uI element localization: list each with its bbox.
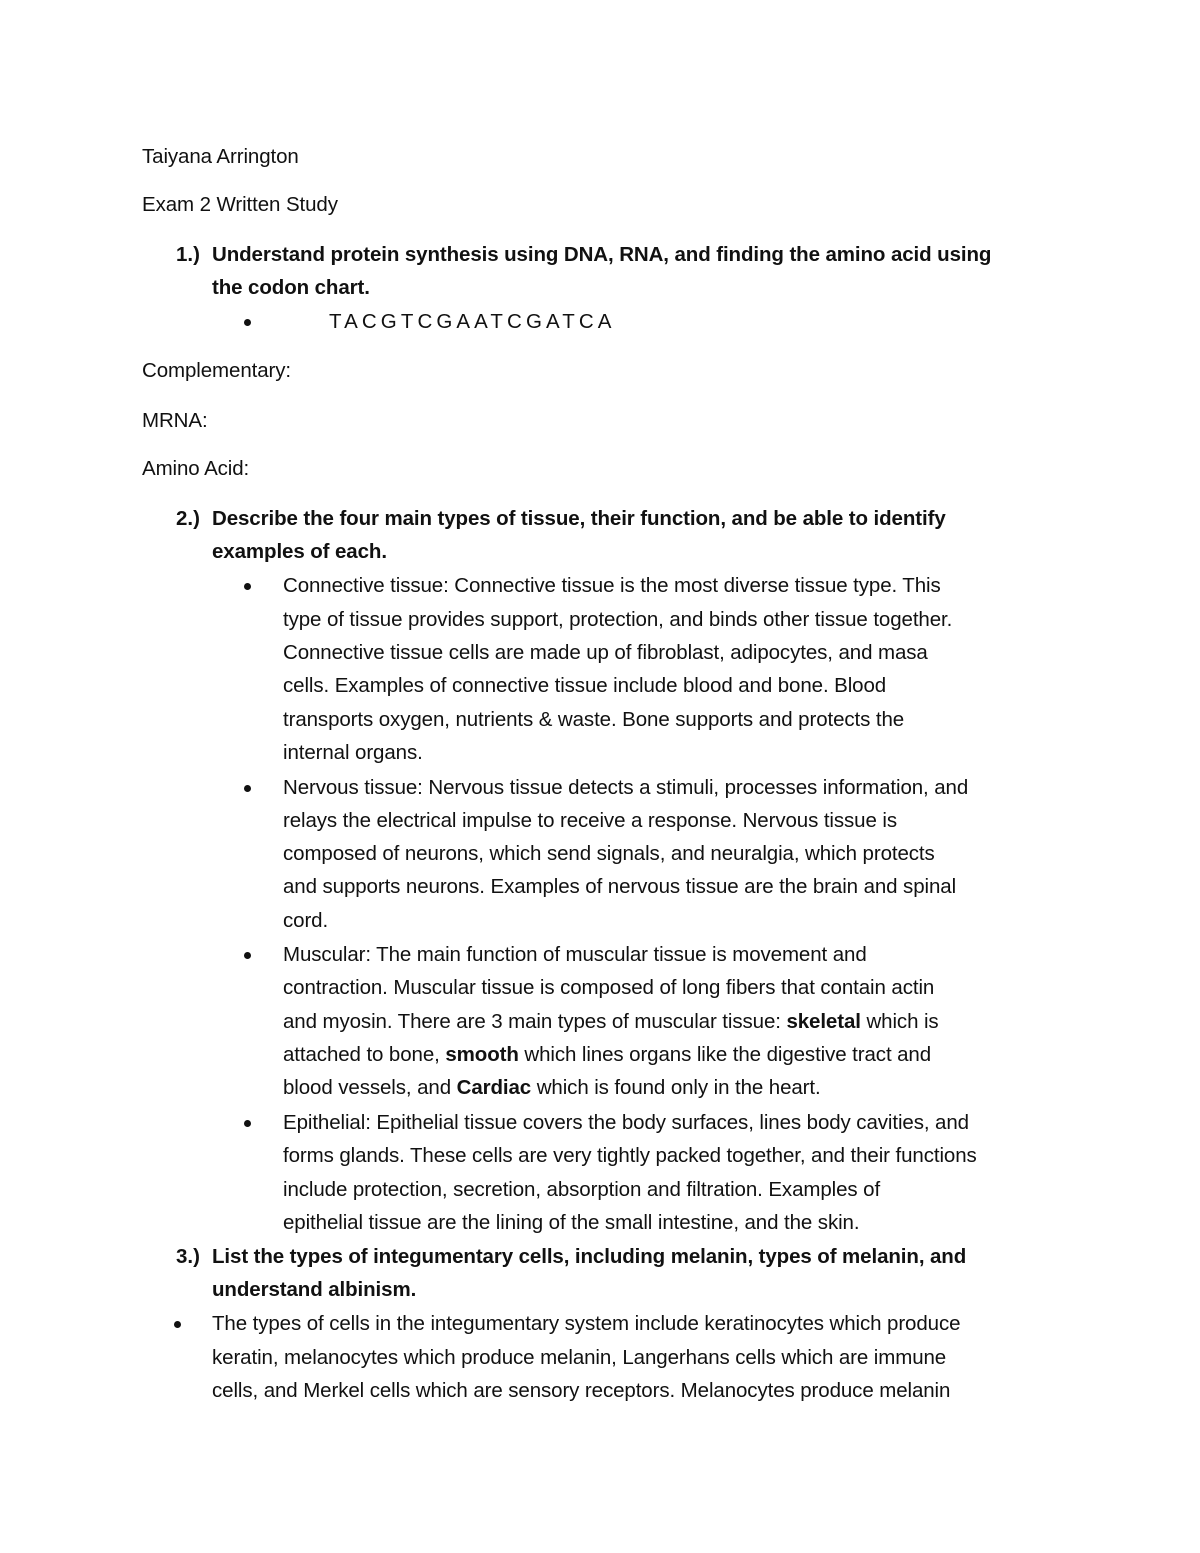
epithelial-line-3: include protection, secretion, absorption and filtration. Examples of [283,1178,881,1201]
bullet-icon [244,319,251,326]
q2-number: 2.) [176,507,200,530]
muscular-line-5-text: blood vessels, and [283,1076,457,1099]
bullet-icon [244,583,251,590]
cardiac-term: Cardiac [456,1076,532,1099]
muscular-line-4-tail: which lines organs like the digestive tract and [518,1043,932,1066]
q3-number: 3.) [176,1245,200,1268]
bullet-icon [174,1321,181,1328]
epithelial-line-1: Epithelial: Epithelial tissue covers the body surfaces, lines body cavities, and [283,1111,969,1134]
amino-acid-label: Amino Acid: [142,457,250,480]
complementary-label: Complementary: [142,359,291,382]
dna-sequence: TACGTCGAATCGATCA [329,310,616,333]
q3-prompt-line-1: List the types of integumentary cells, including melanin, types of melanin, and [212,1245,967,1268]
muscular-line-2: contraction. Muscular tissue is composed of long fibers that contain actin [283,976,935,999]
integumentary-line-2: keratin, melanocytes which produce melanin, Langerhans cells which are immune [212,1346,947,1369]
connective-line-3: Connective tissue cells are made up of fibroblast, adipocytes, and masa [283,641,928,664]
skeletal-term: skeletal [786,1010,861,1033]
bullet-icon [244,1120,251,1127]
muscular-line-5-tail: which is found only in the heart. [531,1076,821,1099]
muscular-line-3 [283,1008,939,1036]
connective-line-2: type of tissue provides support, protection, and binds other tissue together. [283,608,953,631]
q2-prompt-line-1: Describe the four main types of tissue, their function, and be able to identify [212,507,946,530]
muscular-line-5 [283,1074,821,1102]
muscular-line-3-tail: which is [860,1010,939,1033]
connective-line-4: cells. Examples of connective tissue include blood and bone. Blood [283,674,887,697]
connective-line-5: transports oxygen, nutrients & waste. Bone supports and protects the [283,708,905,731]
document-title: Exam 2 Written Study [142,193,338,216]
q1-prompt-line-2: the codon chart. [212,276,370,299]
epithelial-line-2: forms glands. These cells are very tightly packed together, and their functions [283,1144,977,1167]
muscular-line-1: Muscular: The main function of muscular tissue is movement and [283,943,867,966]
epithelial-line-4: epithelial tissue are the lining of the small intestine, and the skin. [283,1211,860,1234]
connective-line-6: internal organs. [283,741,423,764]
q2-prompt-line-2: examples of each. [212,540,387,563]
bullet-icon [244,952,251,959]
nervous-line-5: cord. [283,909,329,932]
nervous-line-3: composed of neurons, which send signals, and neuralgia, which protects [283,842,935,865]
muscular-line-4-text: attached to bone, [283,1043,446,1066]
muscular-line-3-text: and myosin. There are 3 main types of muscular tissue: [283,1010,787,1033]
q3-prompt-line-2: understand albinism. [212,1278,417,1301]
nervous-line-4: and supports neurons. Examples of nervous tissue are the brain and spinal [283,875,957,898]
smooth-term: smooth [445,1043,519,1066]
q1-number: 1.) [176,243,200,266]
muscular-line-4 [283,1041,931,1069]
q1-prompt-line-1: Understand protein synthesis using DNA, RNA, and finding the amino acid using [212,243,992,266]
bullet-icon [244,785,251,792]
author-name: Taiyana Arrington [142,145,299,168]
mrna-label: MRNA: [142,409,208,432]
connective-line-1: Connective tissue: Connective tissue is the most diverse tissue type. This [283,574,941,597]
integumentary-line-3: cells, and Merkel cells which are sensory receptors. Melanocytes produce melanin [212,1379,951,1402]
integumentary-line-1: The types of cells in the integumentary system include keratinocytes which produce [212,1312,961,1335]
nervous-line-2: relays the electrical impulse to receive a response. Nervous tissue is [283,809,897,832]
nervous-line-1: Nervous tissue: Nervous tissue detects a stimuli, processes information, and [283,776,969,799]
